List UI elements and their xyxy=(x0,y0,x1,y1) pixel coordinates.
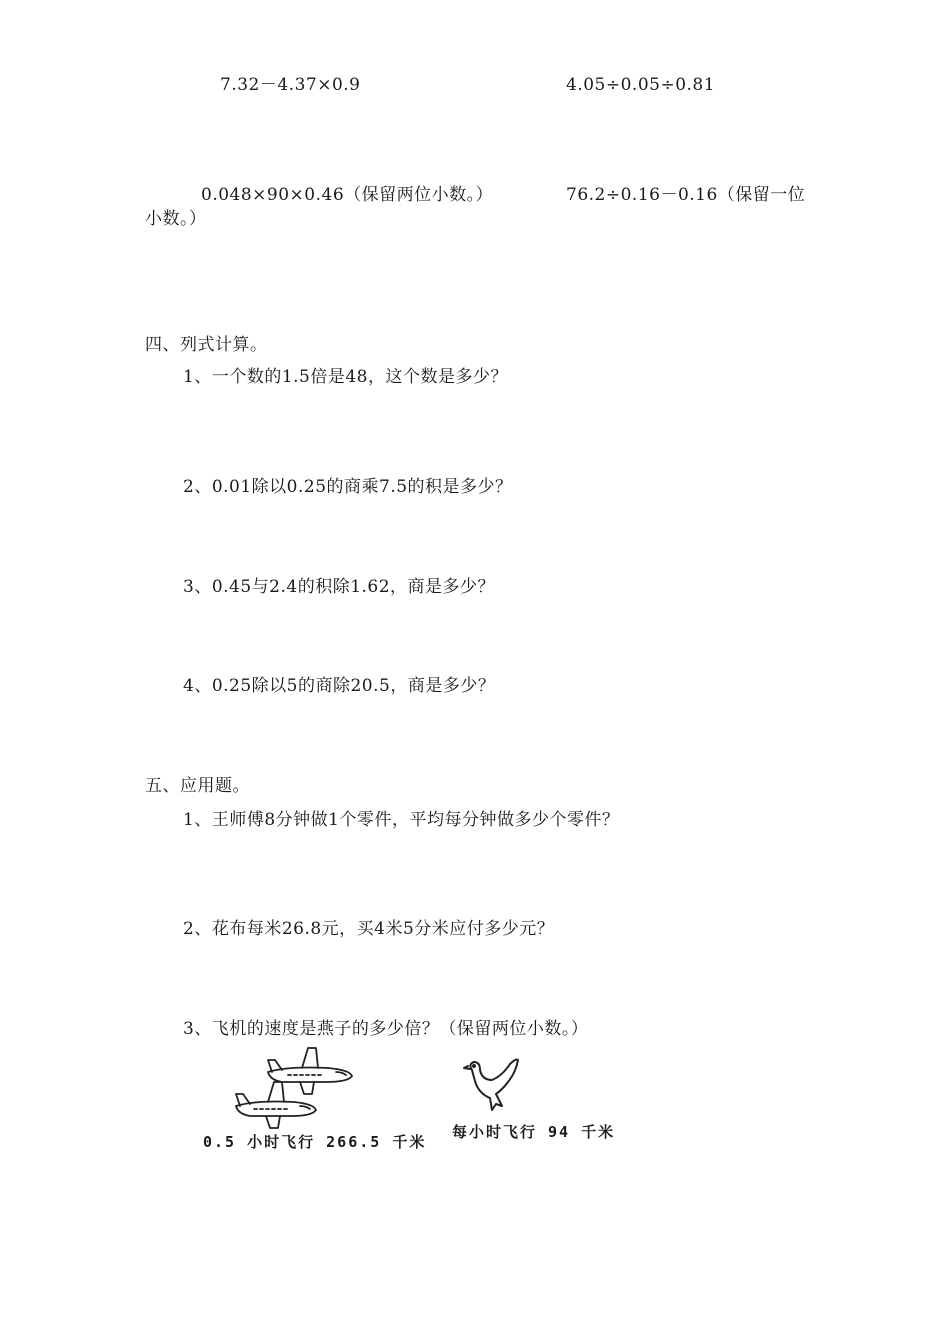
expression-2: 4.05÷0.05÷0.81 xyxy=(566,75,716,95)
section-five-question-2: 2、花布每米26.8元，买4米5分米应付多少元？ xyxy=(183,919,555,939)
swallow-caption: 每小时飞行 94 千米 xyxy=(452,1123,616,1141)
swallow-icon xyxy=(462,1054,526,1114)
section-four-question-4: 4、0.25除以5的商除20.5，商是多少？ xyxy=(183,676,496,696)
section-four-question-3: 3、0.45与2.4的积除1.62，商是多少？ xyxy=(183,577,496,597)
airplane-caption: 0.5 小时飞行 266.5 千米 xyxy=(203,1133,427,1151)
section-five-heading: 五、应用题。 xyxy=(145,776,250,796)
expression-4-line1: 76.2÷0.16－0.16（保留一位 xyxy=(566,185,806,205)
airplane-icon xyxy=(228,1044,368,1130)
expression-3: 0.048×90×0.46（保留两位小数。） xyxy=(201,185,494,205)
section-five-question-3: 3、飞机的速度是燕子的多少倍？（保留两位小数。） xyxy=(183,1019,589,1039)
section-four-heading: 四、列式计算。 xyxy=(145,335,268,355)
expression-4-line2: 小数。） xyxy=(145,209,207,229)
section-five-question-1: 1、王师傅8分钟做1个零件，平均每分钟做多少个零件？ xyxy=(183,810,620,830)
section-four-question-2: 2、0.01除以0.25的商乘7.5的积是多少？ xyxy=(183,477,513,497)
section-four-question-1: 1、一个数的1.5倍是48，这个数是多少？ xyxy=(183,367,508,387)
expression-1: 7.32－4.37×0.9 xyxy=(220,75,361,95)
